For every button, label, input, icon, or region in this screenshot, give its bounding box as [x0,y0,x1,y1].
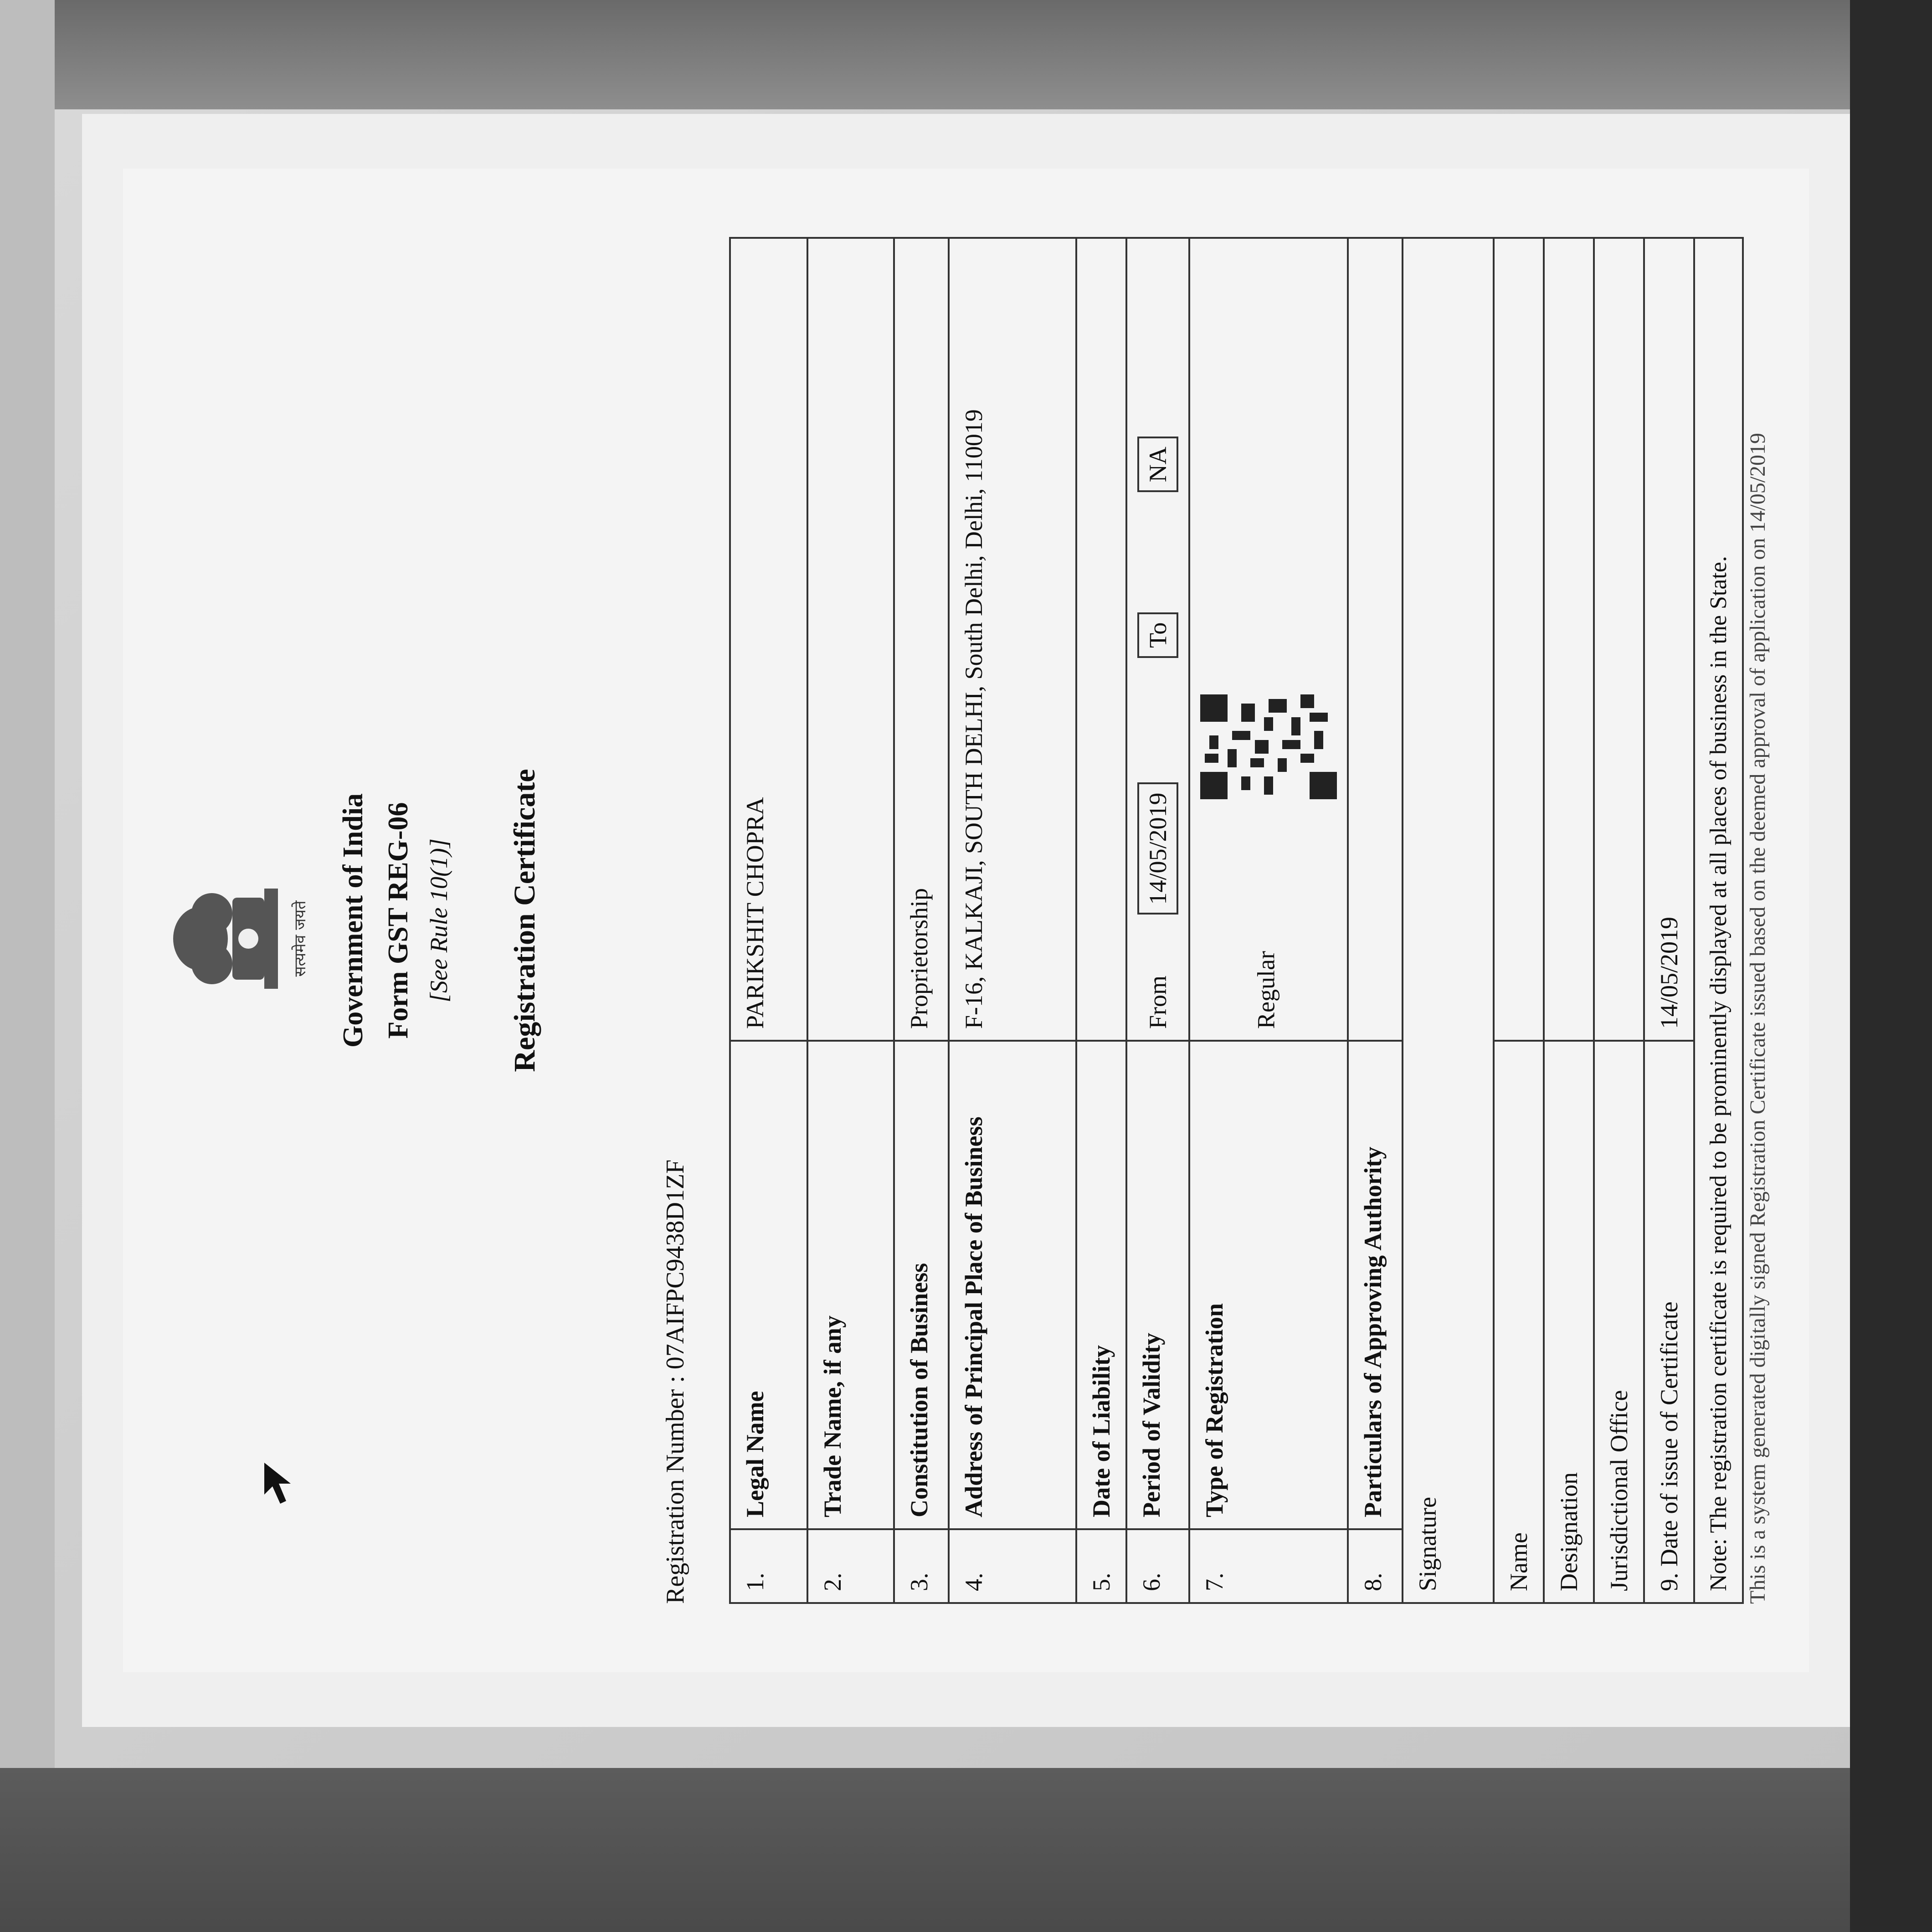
authority-name-label: Name [1494,1041,1544,1603]
table-row [1076,238,1126,1603]
row-label: Type of Registration [1189,1041,1348,1529]
validity-from-value: 14/05/2019 [1137,782,1178,915]
screen-left-edge [0,0,55,1932]
ashoka-emblem-icon [159,870,324,1007]
emblem-motto: सत्यमेव जयते [291,900,309,977]
row-label: Trade Name, if any [807,1041,894,1529]
screen-bottom-edge [0,1768,1932,1932]
row-number: 7. [1189,1529,1348,1603]
issue-date-value: 14/05/2019 [1644,238,1694,1041]
table-row [1189,238,1348,1603]
registration-type-cell [1189,238,1348,1041]
approving-authority-value [1348,238,1403,1041]
signature-label: Signature [1414,1497,1441,1591]
certificate-page [123,169,1809,1672]
issue-date-label [1644,1041,1694,1603]
signature-cell [1403,238,1494,1603]
row-label: Address of Principal Place of Business [949,1041,1076,1529]
table-row [949,238,1076,1603]
document-viewport [82,114,1850,1727]
table-row [1126,238,1189,1603]
row-label: Constitution of Business [894,1041,949,1529]
table-row [1403,238,1494,1603]
trade-name-value [807,238,894,1041]
footer-text: This is a system generated digitally signed Registration Certificate issued based on the deemed approval of application on 14/05/2019 [1746,432,1770,1604]
validity-period [1126,238,1189,1041]
row-label: Legal Name [730,1041,807,1529]
display-note: Note: The registration certificate is required to be prominently displayed at all places of business in the State. [1694,238,1743,1603]
screen-top-edge [0,0,1932,109]
table-row [1348,238,1403,1603]
validity-to-value: NA [1137,437,1178,492]
certificate-title: Registration Certificate [508,769,541,1072]
table-row [1494,238,1544,1603]
row-label: Date of issue of Certificate [1655,1301,1683,1567]
authority-designation-value [1544,238,1594,1041]
row-label: Period of Validity [1126,1041,1189,1529]
row-number: 4. [949,1529,1076,1603]
row-number: 3. [894,1529,949,1603]
table-row [1544,238,1594,1603]
qr-code-icon [1200,694,1337,799]
registration-type-value: Regular [1252,951,1280,1029]
row-number: 6. [1126,1529,1189,1603]
form-number: Form GST REG-06 [383,802,414,1039]
constitution-value: Proprietorship [894,238,949,1041]
screen-right-bezel [1850,0,1932,1932]
table-row [807,238,894,1603]
row-number: 9. [1655,1572,1683,1591]
authority-name-value [1494,238,1544,1041]
mouse-cursor-icon [260,1458,310,1508]
government-heading: Government of India [338,793,369,1048]
row-number: 5. [1076,1529,1126,1603]
table-row [1594,238,1644,1603]
address-value: F-16, KALKAJI, SOUTH DELHI, South Delhi, Delhi, 110019 [949,238,1076,1041]
row-number: 1. [730,1529,807,1603]
jurisdictional-office-value [1594,238,1644,1041]
validity-from-label: From [1144,975,1172,1029]
table-row [894,238,949,1603]
row-label: Particulars of Approving Authority [1348,1041,1403,1529]
authority-designation-label: Designation [1544,1041,1594,1603]
table-row [1694,238,1743,1603]
table-row [730,238,807,1603]
row-label: Date of Liability [1076,1041,1126,1529]
jurisdictional-office-label: Jurisdictional Office [1594,1041,1644,1603]
row-number: 2. [807,1529,894,1603]
row-number: 8. [1348,1529,1403,1603]
registration-number: Registration Number : 07AIFPC9438D1ZF [661,1159,689,1604]
liability-date-value [1076,238,1126,1041]
legal-name-value: PARIKSHIT CHOPRA [730,238,807,1041]
document-header [337,169,542,1672]
rule-reference: [See Rule 10(1)] [425,838,452,1002]
table-row [1644,238,1694,1603]
validity-to-label: To [1137,612,1178,658]
certificate-table [729,237,1744,1604]
